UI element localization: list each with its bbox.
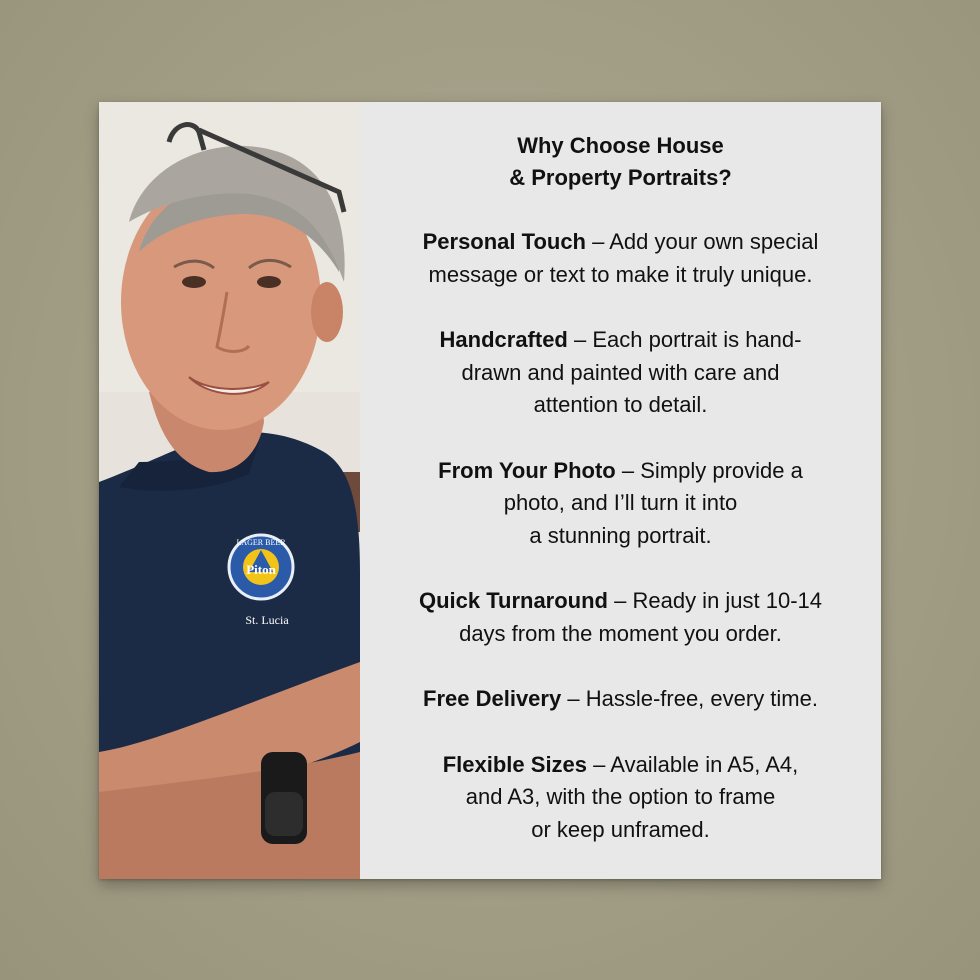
feature-text: attention to detail. bbox=[533, 392, 708, 417]
feature-text: – Ready in just 10-14 bbox=[614, 588, 823, 613]
feature-text: message or text to make it truly unique. bbox=[428, 261, 813, 287]
feature-title: From Your Photo bbox=[438, 457, 616, 483]
feature-from-your-photo bbox=[378, 455, 863, 553]
feature-title: Handcrafted bbox=[439, 327, 568, 352]
feature-text: days from the moment you order. bbox=[459, 620, 782, 646]
portrait-illustration bbox=[99, 102, 360, 879]
benefits-panel bbox=[360, 102, 881, 879]
feature-free-delivery bbox=[378, 683, 863, 716]
feature-text: – Simply provide a bbox=[621, 457, 803, 483]
shirt-logo-brand-text: Piton bbox=[246, 562, 276, 577]
shirt-text: St. Lucia bbox=[245, 613, 289, 627]
heading-line-2: & Property Portraits? bbox=[509, 165, 732, 190]
panel-heading bbox=[378, 130, 863, 194]
feature-title: Quick Turnaround bbox=[418, 588, 608, 613]
feature-flexible-sizes bbox=[378, 749, 863, 847]
heading-line-1: Why Choose House bbox=[517, 133, 724, 158]
feature-personal-touch bbox=[378, 226, 863, 291]
feature-title: Personal Touch bbox=[422, 229, 586, 254]
feature-handcrafted bbox=[378, 324, 863, 422]
feature-title: Flexible Sizes bbox=[442, 751, 588, 777]
feature-text: – Each portrait is hand- bbox=[574, 327, 802, 352]
feature-quick-turnaround bbox=[378, 585, 863, 650]
feature-title: Free Delivery bbox=[423, 686, 562, 711]
feature-text: and A3, with the option to frame bbox=[465, 784, 776, 809]
portrait-photo bbox=[99, 102, 360, 879]
promo-card bbox=[99, 102, 881, 879]
feature-text: – Add your own special bbox=[592, 229, 819, 254]
feature-text: photo, and I’ll turn it into bbox=[503, 490, 738, 515]
shirt-logo bbox=[229, 535, 293, 599]
feature-text: – Available in A5, A4, bbox=[593, 751, 799, 777]
feature-text: drawn and painted with care and bbox=[461, 359, 780, 385]
feature-text: or keep unframed. bbox=[531, 816, 710, 842]
feature-text: – Hassle-free, every time. bbox=[567, 686, 818, 711]
feature-text: a stunning portrait. bbox=[529, 522, 712, 548]
shirt-logo-top-text: LAGER BEER bbox=[236, 538, 286, 547]
